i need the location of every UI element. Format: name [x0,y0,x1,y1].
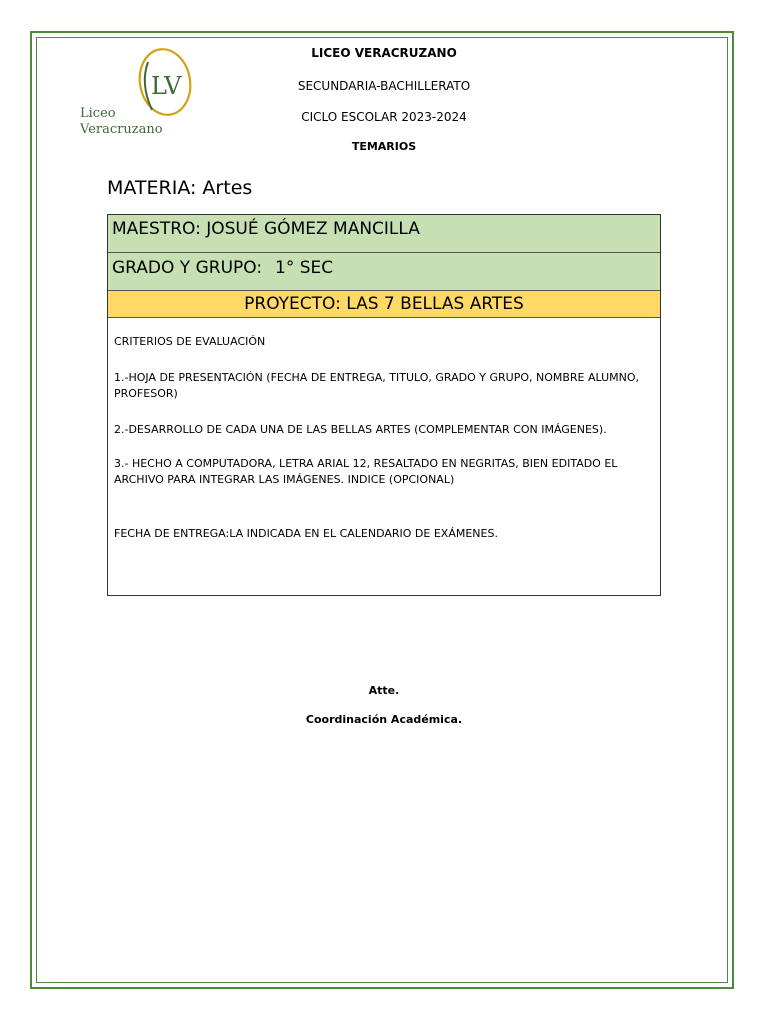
criterion-2: 2.-DESARROLLO DE CADA UNA DE LAS BELLAS ARTES (COMPLEMENTAR CON IMÁGENES). [114,423,607,436]
closing-atte: Atte. [368,684,400,697]
document-type: TEMARIOS [351,140,417,153]
logo-initials: LV [151,72,182,100]
school-logo [78,44,198,144]
syllabus-table [107,214,661,596]
project-title: PROYECTO: LAS 7 BELLAS ARTES [244,294,524,314]
due-date: FECHA DE ENTREGA:LA INDICADA EN EL CALENDARIO DE EXÁMENES. [114,527,498,540]
subject-title: MATERIA: Artes [107,177,253,199]
closing-signature: Coordinación Académica. [305,713,463,726]
logo-text-line1: Liceo [80,106,116,121]
grade-label: GRADO Y GRUPO: [112,258,263,278]
school-name: LICEO VERACRUZANO [311,46,457,60]
project-row [108,291,660,318]
school-level: SECUNDARIA-BACHILLERATO [297,79,471,93]
logo-text-line2: Veracruzano [80,122,163,137]
criteria-title: CRITERIOS DE EVALUACIÓN [114,335,266,348]
grade-row [108,253,660,291]
school-cycle: CICLO ESCOLAR 2023-2024 [301,110,467,124]
teacher-label: MAESTRO: JOSUÉ GÓMEZ MANCILLA [112,219,420,239]
grade-value: 1° SEC [275,258,334,278]
criterion-3: 3.- HECHO A COMPUTADORA, LETRA ARIAL 12, RESALTADO EN NEGRITAS, BIEN EDITADO EL ARCHIVO PARA INTEGRAR LAS IMÁGENES. INDICE (OPCIONAL) [114,457,618,486]
teacher-row [108,215,660,253]
criterion-1: 1.-HOJA DE PRESENTACIÓN (FECHA DE ENTREGA, TITULO, GRADO Y GRUPO, NOMBRE ALUMNO, PROFESOR) [114,371,640,400]
